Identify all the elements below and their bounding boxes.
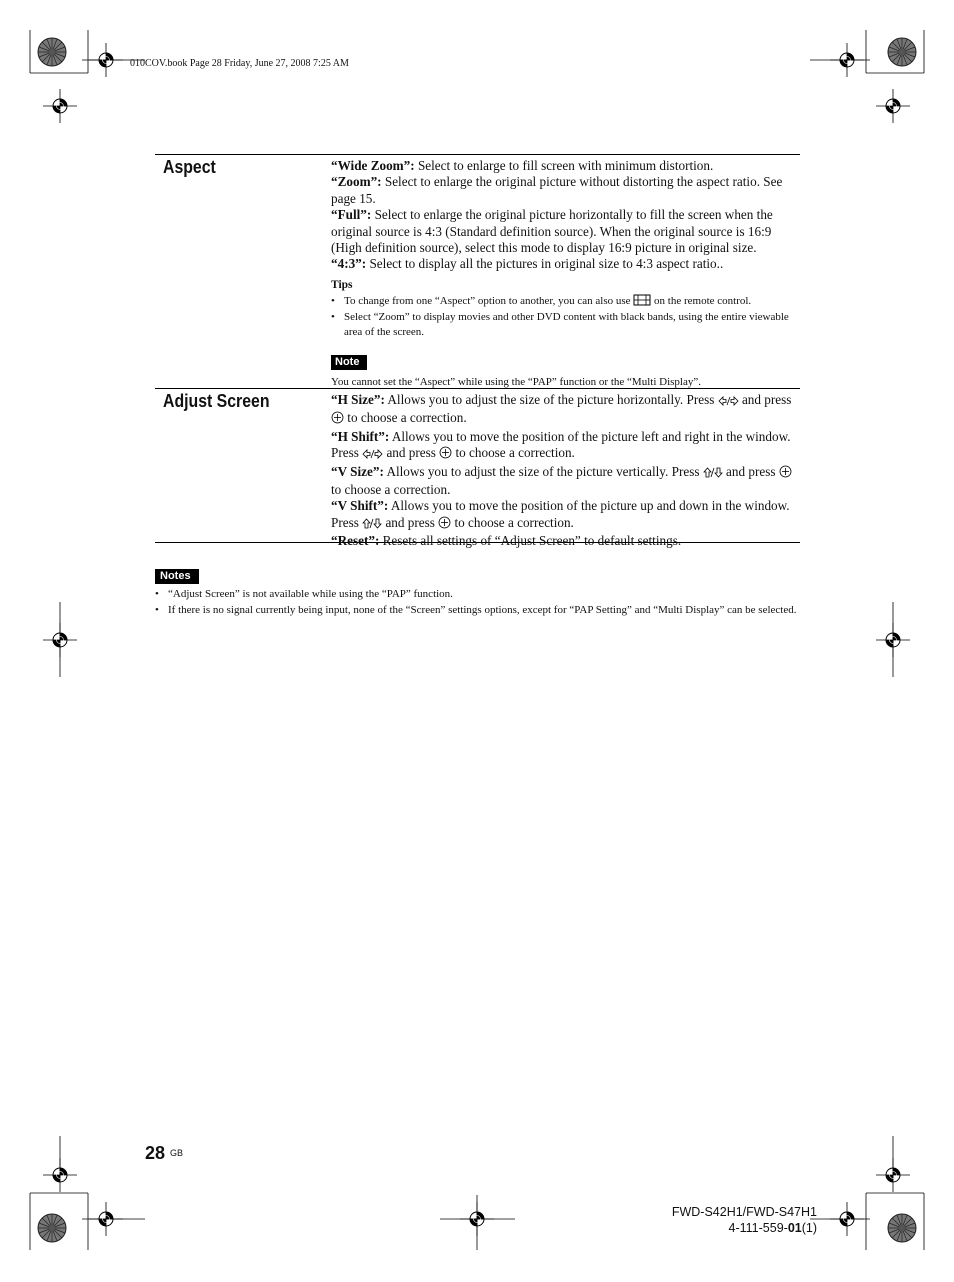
model-number: FWD-S42H1/FWD-S47H1 [671,1205,817,1219]
up-down-arrows-icon [703,466,723,482]
page-number: 28 [145,1143,166,1163]
wide-zoom-item: “Wide Zoom”: Select to enlarge to fill screen with minimum distortion. [331,158,714,173]
tips-list [331,294,799,341]
page-region-suffix: GB [170,1148,184,1158]
wide-button-icon [633,294,651,306]
notes-section [155,566,803,618]
note-label: Note [331,355,367,370]
aspect-description [331,158,799,390]
tips-title: Tips [331,278,353,291]
notes-label: Notes [155,569,199,584]
reset-item: “Reset”: Resets all settings of “Adjust Screen” to default settings. [331,533,682,549]
document-code: 4-111-559-01(1) [728,1221,817,1235]
adjust-screen-heading: Adjust Screen [163,391,270,411]
enter-button-icon [331,411,344,428]
note-item: • If there is no signal currently being input, none of the “Screen” settings options, except for “PAP Setting” and “Multi Display” can be selected. [155,603,803,619]
book-info-header: 010COV.book Page 28 Friday, June 27, 2008 7:25 AM [130,58,349,69]
up-down-arrows-icon [362,517,382,533]
left-right-arrows-icon [362,447,383,463]
enter-button-icon [438,516,451,533]
note-text: You cannot set the “Aspect” while using the “PAP” function or the “Multi Display”. [331,375,701,388]
v-shift-item: “V Shift”: Allows you to move the position of the picture up and down in the window. Press and press to choose a correction. [331,498,799,533]
zoom-item: “Zoom”: Select to enlarge the original picture without distorting the aspect ratio. See page 15. [331,174,783,206]
note-item: • “Adjust Screen” is not available while using the “PAP” function. [155,587,803,603]
four-three-item: “4:3”: Select to display all the pictures in original size to 4:3 aspect ratio.. [331,256,724,272]
notes-list [155,587,803,618]
table-top-rule [155,154,800,155]
tip-item: • Select “Zoom” to display movies and other DVD content with black bands, using the entire viewable area of the screen. [331,310,799,341]
h-shift-item: “H Shift”: Allows you to move the position of the picture left and right in the window. Press and press to choose a correction. [331,429,799,464]
enter-button-icon [439,446,452,463]
left-right-arrows-icon [718,394,739,410]
tip-item: • To change from one “Aspect” option to another, you can also use on the remote control. [331,294,799,310]
enter-button-icon [779,465,792,482]
full-item: “Full”: Select to enlarge the original picture horizontally to fill the screen when the original source is 4:3 (Standard definition source). When the original source is 16:9 (High definition source), select this mode to display 16:9 picture in original size. [331,207,773,256]
aspect-heading: Aspect [163,157,216,177]
adjust-screen-description [331,392,799,550]
h-size-item: “H Size”: Allows you to adjust the size of the picture horizontally. Press and press to choose a correction. [331,392,799,429]
v-size-item: “V Size”: Allows you to adjust the size of the picture vertically. Press and press to choose a correction. [331,464,799,499]
